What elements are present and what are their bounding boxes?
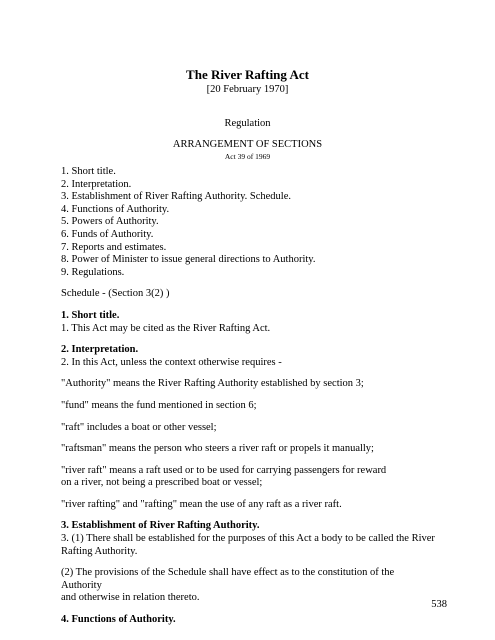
definition-line: on a river, not being a prescribed boat or vessel; [61,477,263,489]
section-text: 2. In this Act, unless the context otherwise requires - [61,356,282,368]
page-number: 538 [431,599,447,610]
section-text: 1. This Act may be cited as the River Rafting Act. [61,322,271,334]
section-text: 3. (1) There shall be established for the purposes of this Act a body to be called the River [61,533,435,545]
toc-item: 7. Reports and estimates. [61,241,167,253]
document-title: The River Rafting Act [186,67,309,82]
definition-river-rafting: "river rafting" and "rafting" mean the use of any raft as a river raft. [61,498,342,510]
section-text: (2) The provisions of the Schedule shall have effect as to the constitution of the Authority [61,567,395,591]
section-heading: 1. Short title. [61,309,120,321]
regulation-label: Regulation [224,118,271,129]
definition-fund: "fund" means the fund mentioned in section 6; [61,399,257,411]
schedule-reference: Schedule - (Section 3(2) ) [61,288,170,300]
toc-item: 9. Regulations. [61,266,125,278]
act-reference: Act 39 of 1969 [224,152,271,161]
definition-raft: "raft" includes a boat or other vessel; [61,421,217,433]
section-4-heading: 4. Functions of Authority. [61,614,176,626]
document-body [61,166,436,636]
table-of-contents [61,166,436,279]
toc-item: 2. Interpretation. [61,178,132,190]
section-text: and otherwise in relation thereto. [61,592,200,604]
toc-item: 1. Short title. [61,166,116,177]
section-heading: 3. Establishment of River Rafting Authority. [61,520,260,532]
toc-item: 8. Power of Minister to issue general directions to Authority. [61,254,316,266]
toc-item: 4. Functions of Authority. [61,203,170,215]
definition-river-raft [61,465,436,490]
section-1 [61,310,436,335]
section-heading: 2. Interpretation. [61,344,139,356]
definition-line: "river raft" means a raft used or to be used for carrying passengers for reward [61,464,387,476]
section-text: Rafting Authority. [61,545,138,557]
section-3-subsection-2 [61,567,436,605]
definition-raftsman: "raftsman" means the person who steers a river raft or propels it manually; [61,443,374,455]
arrangement-heading: ARRANGEMENT OF SECTIONS [172,139,323,150]
toc-item: 6. Funds of Authority. [61,228,154,240]
definition-authority: "Authority" means the River Rafting Authority established by section 3; [61,378,364,390]
toc-item: 3. Establishment of River Rafting Authority. Schedule. [61,191,291,203]
section-3 [61,520,436,558]
toc-item: 5. Powers of Authority. [61,216,159,228]
section-2 [61,344,436,369]
enactment-date: [20 February 1970] [206,84,289,95]
